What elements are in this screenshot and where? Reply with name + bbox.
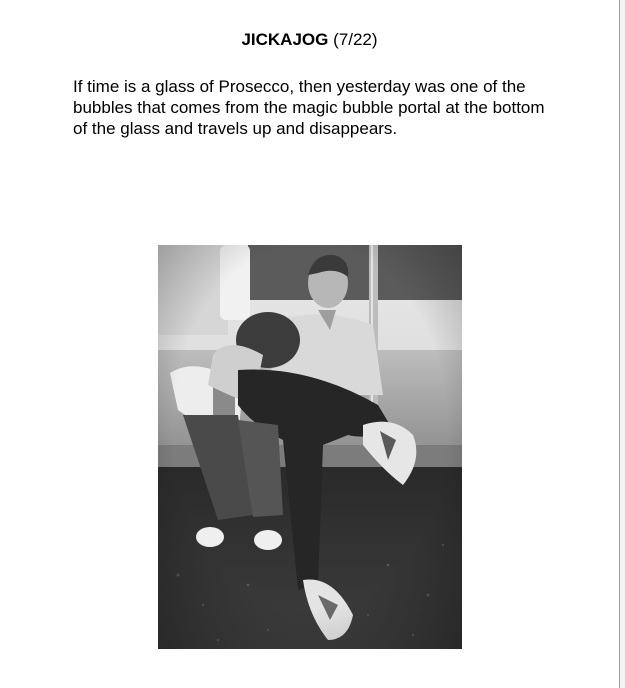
subway-photo bbox=[158, 245, 462, 649]
title-date: (7/22) bbox=[333, 30, 378, 49]
document-title bbox=[0, 29, 619, 51]
page-edge-shadow bbox=[620, 0, 625, 688]
title-text: JICKAJOG bbox=[241, 30, 329, 49]
body-paragraph: If time is a glass of Prosecco, then yesterday was one of the bubbles that comes from the magic bubble portal at the bottom of the glass and travels up and disappears. bbox=[73, 77, 545, 138]
